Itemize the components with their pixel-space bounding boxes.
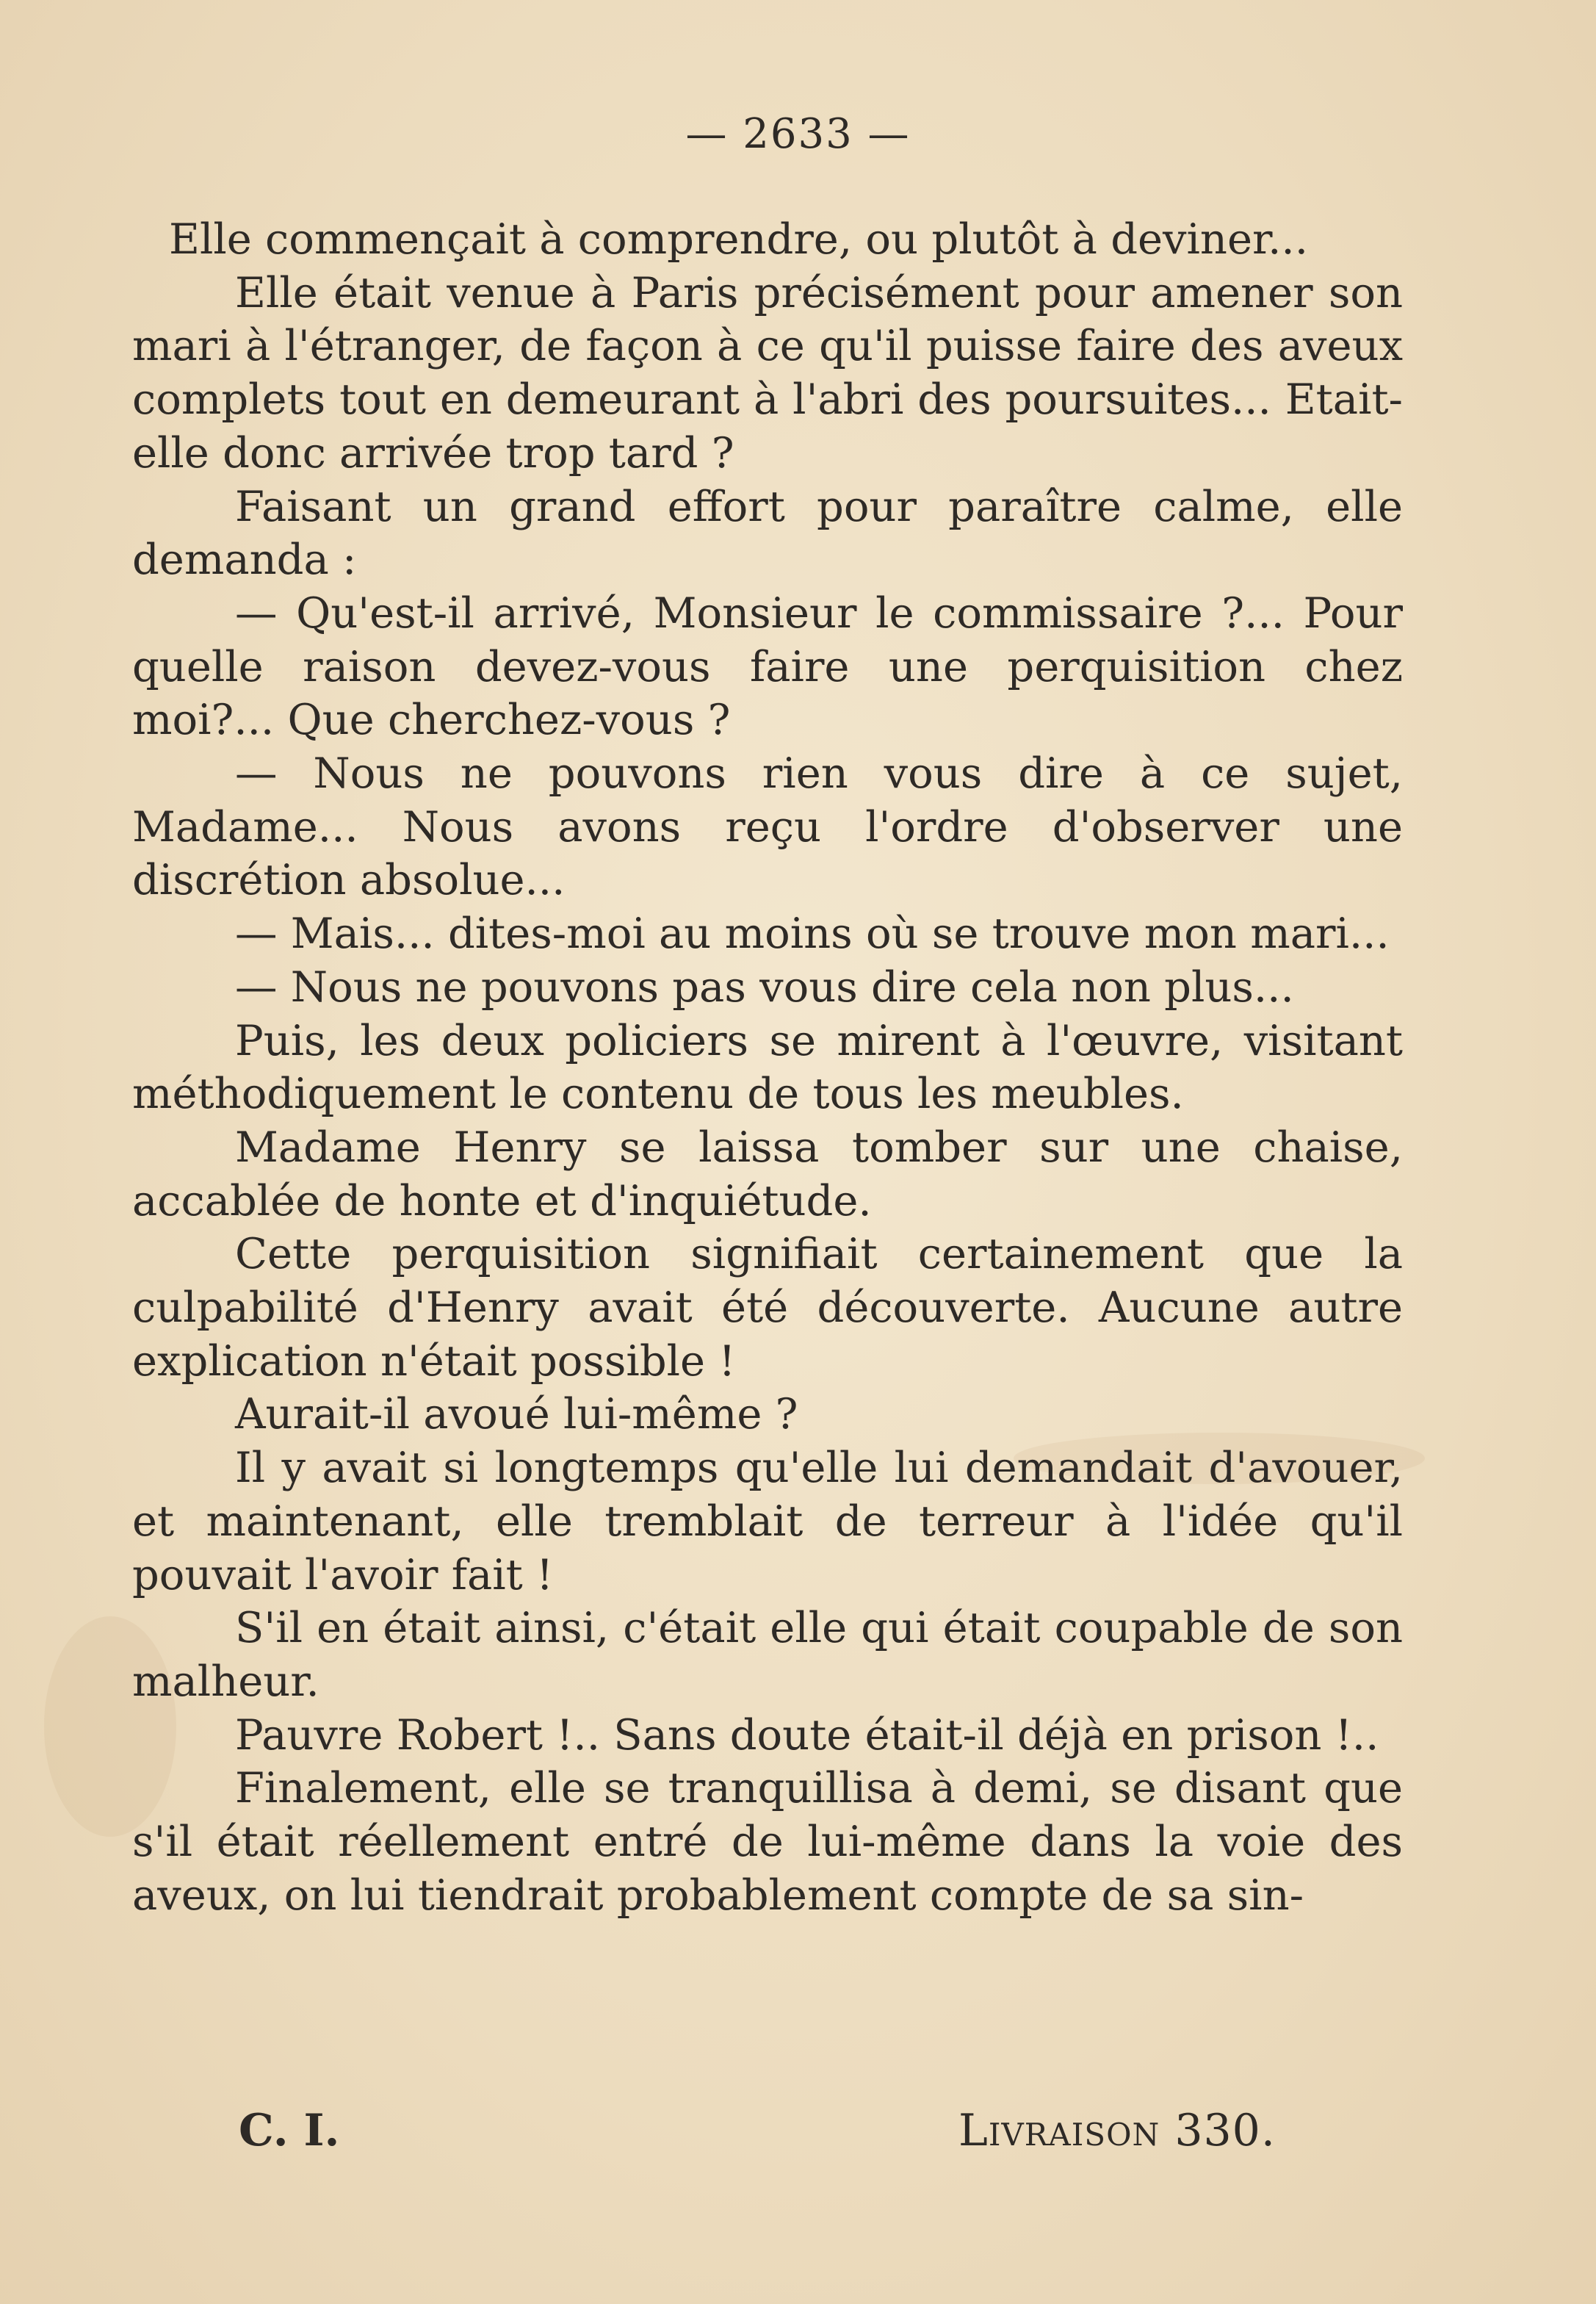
paragraph: — Nous ne pouvons rien vous dire à ce sujet, Madame... Nous avons reçu l'ordre d'observer une discrétion absolue... xyxy=(132,749,1403,905)
paragraph: Puis, les deux policiers se mirent à l'œuvre, visitant méthodiquement le contenu de tous les meubles. xyxy=(132,1015,1403,1119)
paragraph: Aurait-il avoué lui-même ? xyxy=(235,1389,798,1439)
page-footer xyxy=(0,2105,1596,2164)
paragraph: Madame Henry se laissa tomber sur une chaise, accablée de honte et d'inquiétude. xyxy=(132,1122,1403,1225)
paragraph: Cette perquisition signifiait certainement que la culpabilité d'Henry avait été découverte. Aucune autre explication n'était possible ! xyxy=(132,1229,1403,1386)
paragraph: Faisant un grand effort pour paraître calme, elle demanda : xyxy=(132,481,1403,585)
paragraph: Pauvre Robert !.. Sans doute était-il déjà en prison !.. xyxy=(235,1710,1379,1760)
page-number: — 2633 — xyxy=(685,110,911,158)
paragraph: Finalement, elle se tranquillisa à demi, se disant que s'il était réellement entré de lui-même dans la voie des aveux, on lui tiendrait probablement compte de sa sin- xyxy=(132,1763,1403,1920)
paragraph: Elle était venue à Paris précisément pour amener son mari à l'étranger, de façon à ce qu'il puisse faire des aveux complets tout en demeurant à l'abri des poursuites... Etait-elle donc arrivée trop tard ? xyxy=(132,267,1403,478)
body-text xyxy=(132,213,1403,1923)
paragraph: Il y avait si longtemps qu'elle lui demandait d'avouer, et maintenant, elle tremblait de terreur à l'idée qu'il pouvait l'avoir fait ! xyxy=(132,1443,1403,1599)
paragraph: — Qu'est-il arrivé, Monsieur le commissaire ?... Pour quelle raison devez-vous faire une perquisition chez moi?... Que cherchez-vous ? xyxy=(132,588,1403,745)
paragraph: — Mais... dites-moi au moins où se trouve mon mari... xyxy=(235,909,1390,959)
paragraph: — Nous ne pouvons pas vous dire cela non plus... xyxy=(235,962,1294,1012)
livraison-number: Livraison 330. xyxy=(958,2105,1276,2156)
signature-mark: C. I. xyxy=(239,2105,340,2156)
paragraph: Elle commençait à comprendre, ou plutôt à deviner... xyxy=(169,215,1308,264)
paragraph: S'il en était ainsi, c'était elle qui était coupable de son malheur. xyxy=(132,1603,1403,1706)
